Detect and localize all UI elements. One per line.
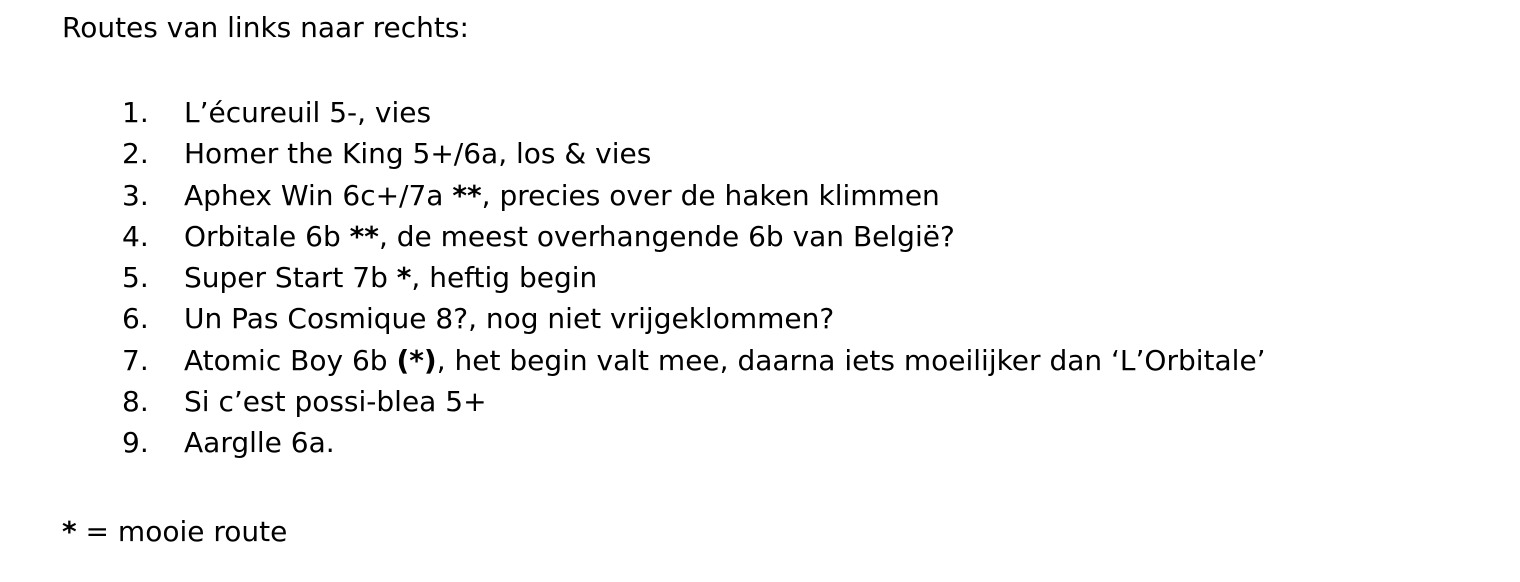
- route-text: [184, 298, 1502, 339]
- route-note: , nog niet vrijgeklommen?: [468, 302, 835, 336]
- route-number: 5.: [122, 261, 149, 295]
- route-note: , los & vies: [498, 137, 652, 171]
- route-number: 7.: [122, 343, 149, 377]
- route-text: [184, 340, 1502, 381]
- route-number: 9.: [122, 426, 149, 460]
- route-list: [122, 92, 1502, 464]
- legend: [62, 512, 287, 552]
- list-item: [122, 381, 1502, 422]
- list-item: [122, 175, 1502, 216]
- route-text: [184, 422, 1502, 463]
- route-number: 8.: [122, 385, 149, 419]
- route-grade: 5+: [445, 385, 487, 419]
- route-note: , de meest overhangende 6b van België?: [378, 219, 955, 253]
- route-name: Atomic Boy: [184, 343, 344, 377]
- list-item: [122, 216, 1502, 257]
- route-note: , vies: [357, 96, 432, 129]
- route-text: [184, 216, 1502, 257]
- route-text: [184, 175, 1502, 216]
- route-grade: 5-: [329, 96, 358, 129]
- route-name: L’écureuil: [184, 96, 321, 129]
- route-text: [184, 133, 1502, 174]
- route-number: 3.: [122, 178, 149, 212]
- route-name: Super Start: [184, 261, 344, 295]
- list-item: [122, 257, 1502, 298]
- route-stars: *: [396, 261, 412, 295]
- route-number: 1.: [122, 96, 149, 129]
- route-stars: **: [452, 178, 482, 212]
- list-item: [122, 340, 1502, 381]
- route-number: 6.: [122, 302, 149, 336]
- legend-symbol: *: [62, 515, 77, 548]
- route-grade: 6b: [351, 343, 388, 377]
- route-name: Aarglle: [184, 426, 282, 460]
- route-name: Homer the King: [184, 137, 404, 171]
- route-grade: 8?: [435, 302, 469, 336]
- route-stars: **: [349, 219, 379, 253]
- route-name: Orbitale: [184, 219, 297, 253]
- list-item: [122, 92, 1502, 133]
- route-grade: 6c+/7a: [342, 178, 444, 212]
- route-grade: 6b: [305, 219, 341, 253]
- route-name: Aphex Win: [184, 178, 334, 212]
- route-text: [184, 257, 1502, 298]
- route-number: 4.: [122, 219, 149, 253]
- list-item: [122, 422, 1502, 463]
- route-note: , het begin valt mee, daarna iets moeilijker dan ‘L’Orbitale’: [436, 343, 1266, 377]
- route-text: [184, 381, 1502, 422]
- route-name: Un Pas Cosmique: [184, 302, 427, 336]
- route-name: Si c’est possi-blea: [184, 385, 437, 419]
- route-grade: 7b: [352, 261, 388, 295]
- list-item: [122, 133, 1502, 174]
- legend-text: = mooie route: [76, 515, 288, 548]
- route-text: [184, 92, 1502, 133]
- list-item: [122, 298, 1502, 339]
- route-note: , heftig begin: [411, 261, 598, 295]
- intro-text: Routes van links naar rechts:: [62, 11, 469, 44]
- route-grade: 5+/6a: [412, 137, 499, 171]
- route-stars: (*): [396, 343, 437, 377]
- route-grade: 6a.: [290, 426, 335, 460]
- route-number: 2.: [122, 137, 149, 171]
- route-note: , precies over de haken klimmen: [481, 178, 940, 212]
